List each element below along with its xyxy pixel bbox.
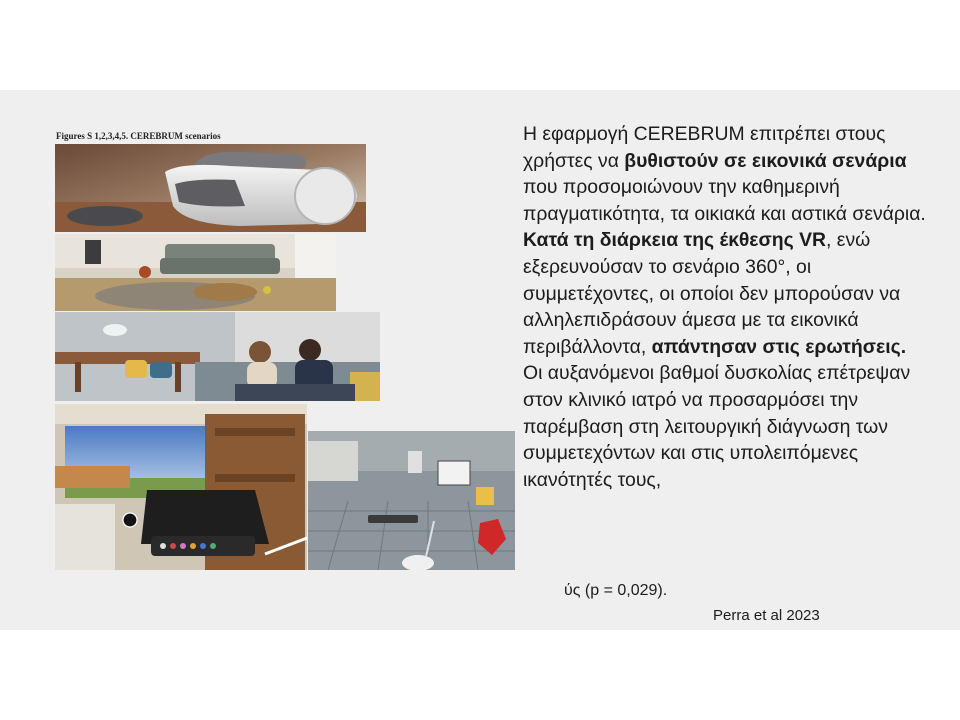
vr-headset-photo <box>55 144 366 232</box>
figure-caption: Figures S 1,2,3,4,5. CEREBRUM scenarios <box>56 131 221 141</box>
answers-emphasis: απάντησαν στις ερωτήσεις. <box>651 335 907 358</box>
description-text <box>523 121 943 493</box>
intro-text-end: που προσομοιώνουν την καθημερινή πραγματικότητα, τα οικιακά και αστικά σενάρια. <box>523 176 926 225</box>
vr-kitchen-screenshot <box>308 431 515 570</box>
vr-room-menu-screenshot <box>55 404 307 570</box>
paragraph-exposure <box>523 227 943 360</box>
intro-emphasis: βυθιστούν σε εικονικά σενάρια <box>624 149 907 172</box>
participants-on-sofa-photo <box>55 312 380 401</box>
exposure-emphasis: Κατά τη διάρκεια της έκθεσης VR <box>523 229 827 252</box>
paragraph-intro <box>523 121 943 227</box>
living-room-scene-photo <box>55 234 336 311</box>
exposure-text: , ενώ εξερευνούσαν το σενάριο 360°, οι συμμετέχοντες, οι οποίοι δεν μπορούσαν να αλληλεπιδράσουν άμεσα με τα εικονικά περιβάλλοντα, <box>523 229 901 358</box>
p-value-text: ύς (p = 0,029). <box>564 582 668 599</box>
paragraph-difficulty: Οι αυξανόμενοι βαθμοί δυσκολίας επέτρεψαν στον κλινικό ιατρό να προσαρμόσει την παρέμβαση στη λειτουργική διάγνωση των συμμετεχόντων και στις υπολειπόμενες ικανότητές τους, <box>523 362 911 491</box>
intro-text: Η εφαρμογή CEREBRUM επιτρέπει στους χρήστες να <box>523 123 886 172</box>
citation: Perra et al 2023 <box>713 607 820 624</box>
